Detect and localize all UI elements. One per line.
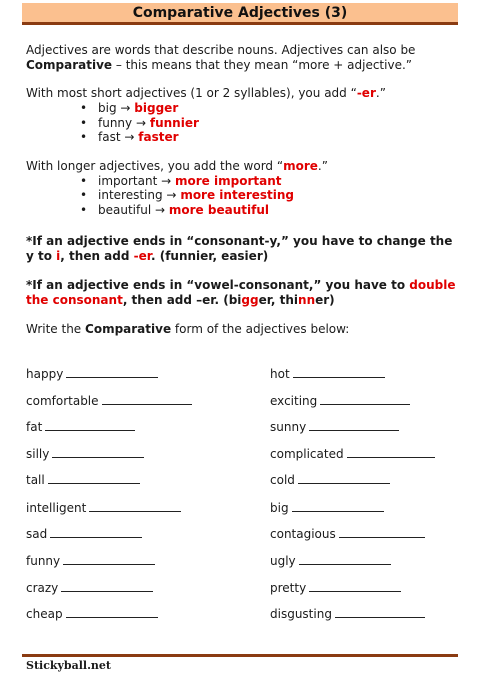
short-rule: [26, 86, 386, 101]
exercise-item: [26, 606, 158, 622]
exercise-word: ugly: [270, 554, 296, 568]
answer-blank[interactable]: [89, 500, 181, 512]
example-result: funnier: [149, 116, 199, 130]
example-word: important: [98, 174, 158, 188]
answer-blank[interactable]: [293, 366, 385, 378]
rule-double-part: er): [315, 293, 335, 307]
answer-blank[interactable]: [339, 526, 425, 538]
intro-bold: Comparative: [26, 58, 113, 72]
long-rule-word: more: [283, 159, 318, 173]
answer-blank[interactable]: [66, 366, 158, 378]
answer-blank[interactable]: [50, 526, 142, 538]
bullet-icon: •: [80, 203, 88, 217]
rule-double-red: gg: [241, 293, 259, 307]
intro-line-1: Adjectives are words that describe nouns. Adjectives can also be: [26, 43, 416, 57]
rule-double-part: *If an adjective ends in “vowel-consonant,” you have to: [26, 278, 410, 292]
exercise-item: [270, 553, 391, 569]
exercise-item: [26, 419, 135, 435]
example-word: beautiful: [98, 203, 152, 217]
arrow-icon: →: [166, 188, 177, 202]
short-example: [80, 130, 179, 145]
answer-blank[interactable]: [292, 500, 384, 512]
exercise-word: cheap: [26, 607, 63, 621]
exercise-item: [26, 526, 142, 542]
exercise-word: pretty: [270, 581, 307, 595]
example-result: faster: [138, 130, 179, 144]
exercise-word: sunny: [270, 420, 307, 434]
instruction-pre: Write the: [26, 322, 86, 336]
exercise-word: contagious: [270, 527, 336, 541]
answer-blank[interactable]: [66, 606, 158, 618]
example-result: bigger: [134, 101, 179, 115]
exercise-item: [26, 553, 155, 569]
intro-line-2: [26, 58, 412, 73]
long-example: [80, 188, 294, 203]
rule-y-part: . (funnier, easier): [150, 249, 269, 263]
answer-blank[interactable]: [309, 419, 399, 431]
exercise-item: [270, 419, 399, 435]
rule-y-part: , then add: [60, 249, 134, 263]
instruction: [26, 322, 349, 337]
answer-blank[interactable]: [45, 419, 135, 431]
short-example: [80, 116, 199, 131]
exercise-item: [26, 500, 181, 516]
example-result: more beautiful: [168, 203, 269, 217]
exercise-word: sad: [26, 527, 48, 541]
exercise-item: [270, 472, 390, 488]
exercise-word: cold: [270, 473, 295, 487]
exercise-item: [26, 393, 192, 409]
bullet-icon: •: [80, 130, 88, 144]
example-word: fast: [98, 130, 121, 144]
footer-credit: Stickyball.net: [26, 659, 111, 672]
answer-blank[interactable]: [63, 553, 155, 565]
exercise-item: [270, 526, 425, 542]
exercise-item: [270, 580, 401, 596]
exercise-word: big: [270, 501, 289, 515]
rule-y-line-2: [26, 249, 268, 264]
bullet-icon: •: [80, 116, 88, 130]
long-rule: [26, 159, 328, 174]
exercise-word: hot: [270, 367, 290, 381]
answer-blank[interactable]: [52, 446, 144, 458]
exercise-word: happy: [26, 367, 64, 381]
answer-blank[interactable]: [48, 472, 140, 484]
intro-rest: – this means that they mean “more + adjective.”: [112, 58, 412, 72]
rule-y-line-1: *If an adjective ends in “consonant-y,” you have to change the: [26, 234, 453, 248]
exercise-item: [26, 366, 158, 382]
answer-blank[interactable]: [335, 606, 425, 618]
example-word: funny: [98, 116, 133, 130]
arrow-icon: →: [161, 174, 172, 188]
exercise-item: [270, 500, 384, 516]
exercise-word: silly: [26, 447, 50, 461]
arrow-icon: →: [124, 130, 135, 144]
exercise-item: [26, 472, 140, 488]
exercise-item: [270, 393, 410, 409]
short-rule-pre: With most short adjectives (1 or 2 syllables), you add “: [26, 86, 357, 100]
exercise-word: funny: [26, 554, 61, 568]
example-word: interesting: [98, 188, 163, 202]
exercise-item: [26, 446, 144, 462]
instruction-bold: Comparative: [85, 322, 172, 336]
answer-blank[interactable]: [299, 553, 391, 565]
bullet-icon: •: [80, 188, 88, 202]
long-example: [80, 174, 281, 189]
answer-blank[interactable]: [320, 393, 410, 405]
short-rule-suffix: -er: [356, 86, 376, 100]
exercise-word: fat: [26, 420, 43, 434]
rule-double-red: the consonant: [26, 293, 123, 307]
long-example: [80, 203, 269, 218]
arrow-icon: →: [120, 101, 131, 115]
answer-blank[interactable]: [347, 446, 435, 458]
short-example: [80, 101, 178, 116]
arrow-icon: →: [155, 203, 166, 217]
answer-blank[interactable]: [298, 472, 390, 484]
rule-double-part: , then add –er. (bi: [122, 293, 242, 307]
answer-blank[interactable]: [309, 580, 401, 592]
exercise-item: [26, 580, 153, 596]
footer-rule: [22, 654, 458, 657]
bullet-icon: •: [80, 174, 88, 188]
exercise-word: exciting: [270, 394, 318, 408]
example-result: more important: [175, 174, 282, 188]
answer-blank[interactable]: [102, 393, 192, 405]
rule-double-part: er, thi: [258, 293, 299, 307]
rule-y-red: i: [56, 249, 61, 263]
title-bar: [22, 3, 458, 25]
rule-double-red: nn: [298, 293, 316, 307]
instruction-post: form of the adjectives below:: [171, 322, 350, 336]
rule-y-part: y to: [26, 249, 57, 263]
exercise-item: [270, 366, 385, 382]
exercise-item: [270, 606, 425, 622]
page-title: Comparative Adjectives (3): [132, 5, 348, 21]
arrow-icon: →: [135, 116, 147, 130]
exercise-word: crazy: [26, 581, 59, 595]
example-word: big: [98, 101, 117, 115]
exercise-word: disgusting: [270, 607, 332, 621]
rule-double-red: double: [409, 278, 456, 292]
exercise-word: comfortable: [26, 394, 99, 408]
exercise-word: tall: [26, 473, 45, 487]
bullet-icon: •: [80, 101, 88, 115]
long-rule-post: .”: [317, 159, 328, 173]
long-rule-pre: With longer adjectives, you add the word “: [26, 159, 284, 173]
short-rule-post: .”: [375, 86, 386, 100]
rule-double-line-1: [26, 278, 455, 293]
exercise-word: complicated: [270, 447, 344, 461]
exercise-word: intelligent: [26, 501, 87, 515]
exercise-item: [270, 446, 435, 462]
example-result: more interesting: [180, 188, 295, 202]
rule-y-red: -er: [133, 249, 151, 263]
rule-double-line-2: [26, 293, 335, 308]
answer-blank[interactable]: [61, 580, 153, 592]
